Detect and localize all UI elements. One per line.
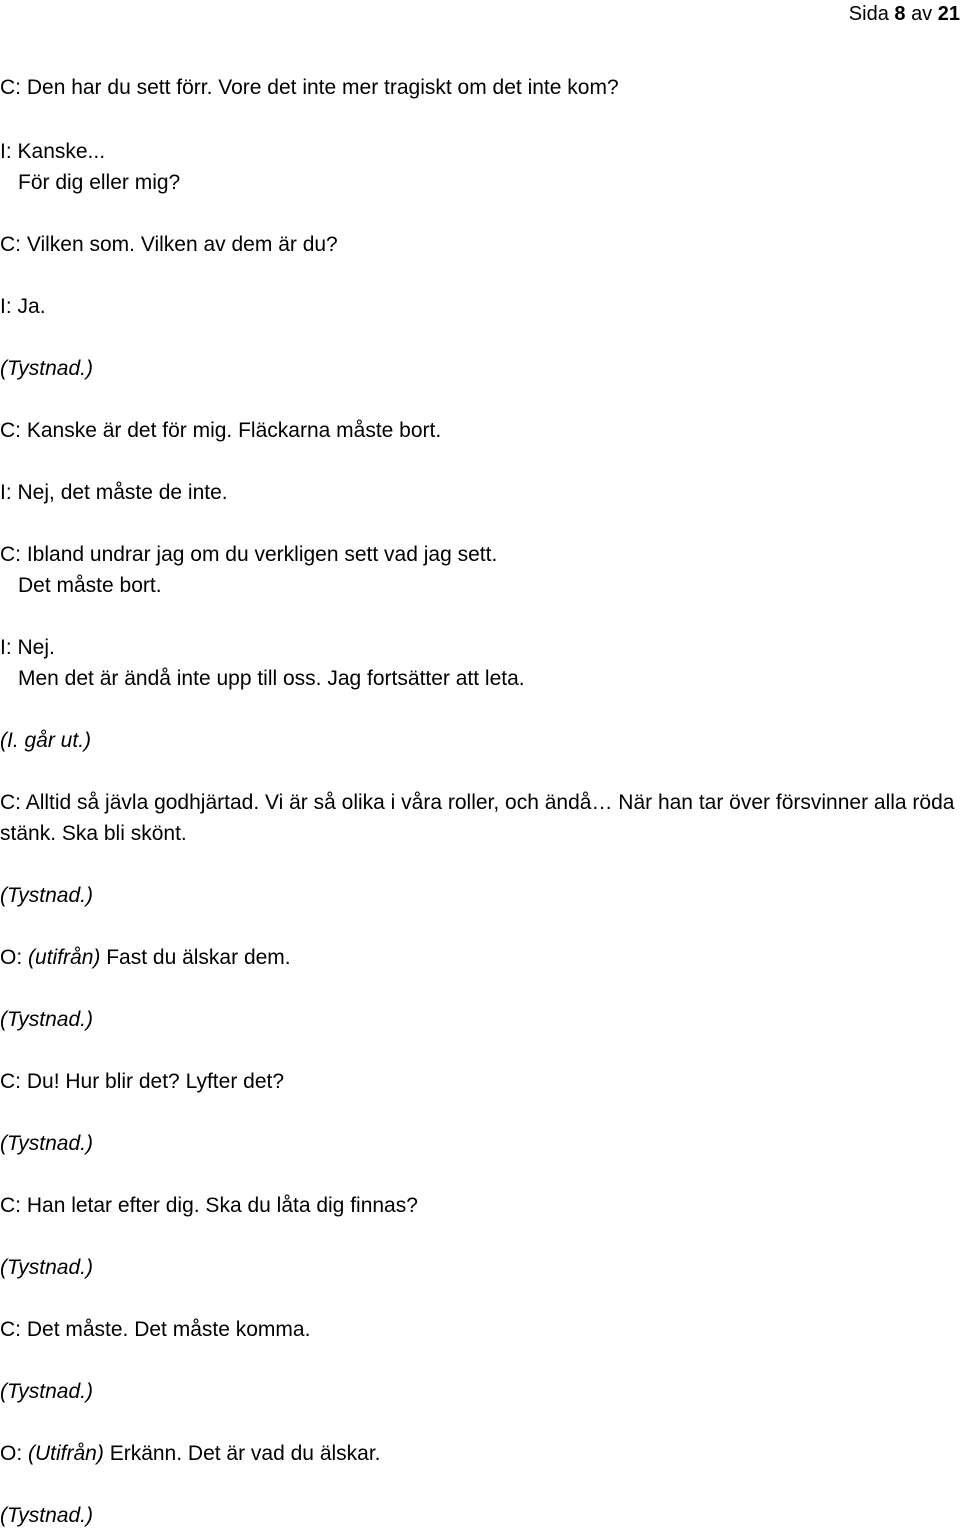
speaker-label: I:: [0, 636, 12, 659]
stage-direction: (Tystnad.): [0, 884, 93, 907]
speaker-label: I:: [0, 481, 12, 504]
page-of-label: av: [911, 3, 933, 25]
dialogue-text: Det måste. Det måste komma.: [26, 1318, 311, 1341]
speaker-label: I:: [0, 295, 12, 318]
delivery-direction: (utifrån): [28, 946, 101, 969]
speaker-label: C:: [0, 1194, 21, 1217]
current-page-number: 8: [894, 3, 906, 25]
dialogue-line: [0, 945, 291, 971]
speaker-label: C:: [0, 1318, 21, 1341]
dialogue-line: [0, 1069, 284, 1095]
dialogue-text: Han letar efter dig. Ska du låta dig finnas?: [26, 1194, 418, 1217]
dialogue-text: Erkänn. Det är vad du älskar.: [109, 1442, 381, 1465]
dialogue-line: [0, 232, 338, 258]
speaker-label: I:: [0, 140, 12, 163]
dialogue-line: [0, 635, 55, 661]
stage-direction: (Tystnad.): [0, 1132, 93, 1155]
dialogue-text: Alltid så jävla godhjärtad. Vi är så olika i våra roller, och ändå… När han tar över försvinner alla röda stänk. Ska bli skönt.: [0, 791, 955, 845]
dialogue-text: Kanske...: [17, 140, 106, 163]
dialogue-text: Ibland undrar jag om du verkligen sett vad jag sett.: [26, 543, 498, 566]
dialogue-text: Du! Hur blir det? Lyfter det?: [26, 1070, 285, 1093]
dialogue-text: För dig eller mig?: [18, 171, 181, 194]
stage-direction: (Tystnad.): [0, 357, 93, 380]
dialogue-line: [0, 480, 228, 506]
total-page-number: 21: [937, 3, 960, 25]
dialogue-text: Men det är ändå inte upp till oss. Jag fortsätter att leta.: [18, 667, 525, 690]
speaker-label: O:: [0, 946, 23, 969]
dialogue-line: [0, 418, 441, 444]
dialogue-text: Fast du älskar dem.: [106, 946, 291, 969]
speaker-label: C:: [0, 76, 21, 99]
dialogue-line: [0, 542, 497, 568]
speaker-label: C:: [0, 543, 21, 566]
stage-direction: (I. går ut.): [0, 729, 92, 752]
page-number-header: [849, 2, 960, 26]
stage-direction: (Tystnad.): [0, 1380, 93, 1403]
dialogue-text: Ja.: [17, 295, 46, 318]
dialogue-line: [0, 1193, 418, 1219]
stage-direction: (Tystnad.): [0, 1504, 93, 1527]
dialogue-text: Nej, det måste de inte.: [17, 481, 228, 504]
speaker-label: O:: [0, 1442, 23, 1465]
dialogue-text: Nej.: [17, 636, 55, 659]
dialogue-line: [0, 787, 960, 849]
dialogue-text: Kanske är det för mig. Fläckarna måste bort.: [26, 419, 442, 442]
dialogue-continuation: [18, 170, 180, 196]
dialogue-line: [0, 294, 46, 320]
stage-direction: (Tystnad.): [0, 1008, 93, 1031]
dialogue-text: Vilken som. Vilken av dem är du?: [26, 233, 338, 256]
dialogue-line: [0, 1441, 381, 1467]
dialogue-text: Den har du sett förr. Vore det inte mer tragiskt om det inte kom?: [26, 76, 619, 99]
dialogue-continuation: [18, 573, 162, 599]
dialogue-line: [0, 1317, 310, 1343]
speaker-label: C:: [0, 791, 21, 814]
stage-direction: (Tystnad.): [0, 1256, 93, 1279]
speaker-label: C:: [0, 1070, 21, 1093]
delivery-direction: (Utifrån): [28, 1442, 104, 1465]
dialogue-text: Det måste bort.: [18, 574, 162, 597]
page-label: Sida: [848, 3, 889, 25]
dialogue-line: [0, 75, 619, 101]
dialogue-continuation: [18, 666, 525, 692]
speaker-label: C:: [0, 419, 21, 442]
speaker-label: C:: [0, 233, 21, 256]
dialogue-line: [0, 139, 105, 165]
